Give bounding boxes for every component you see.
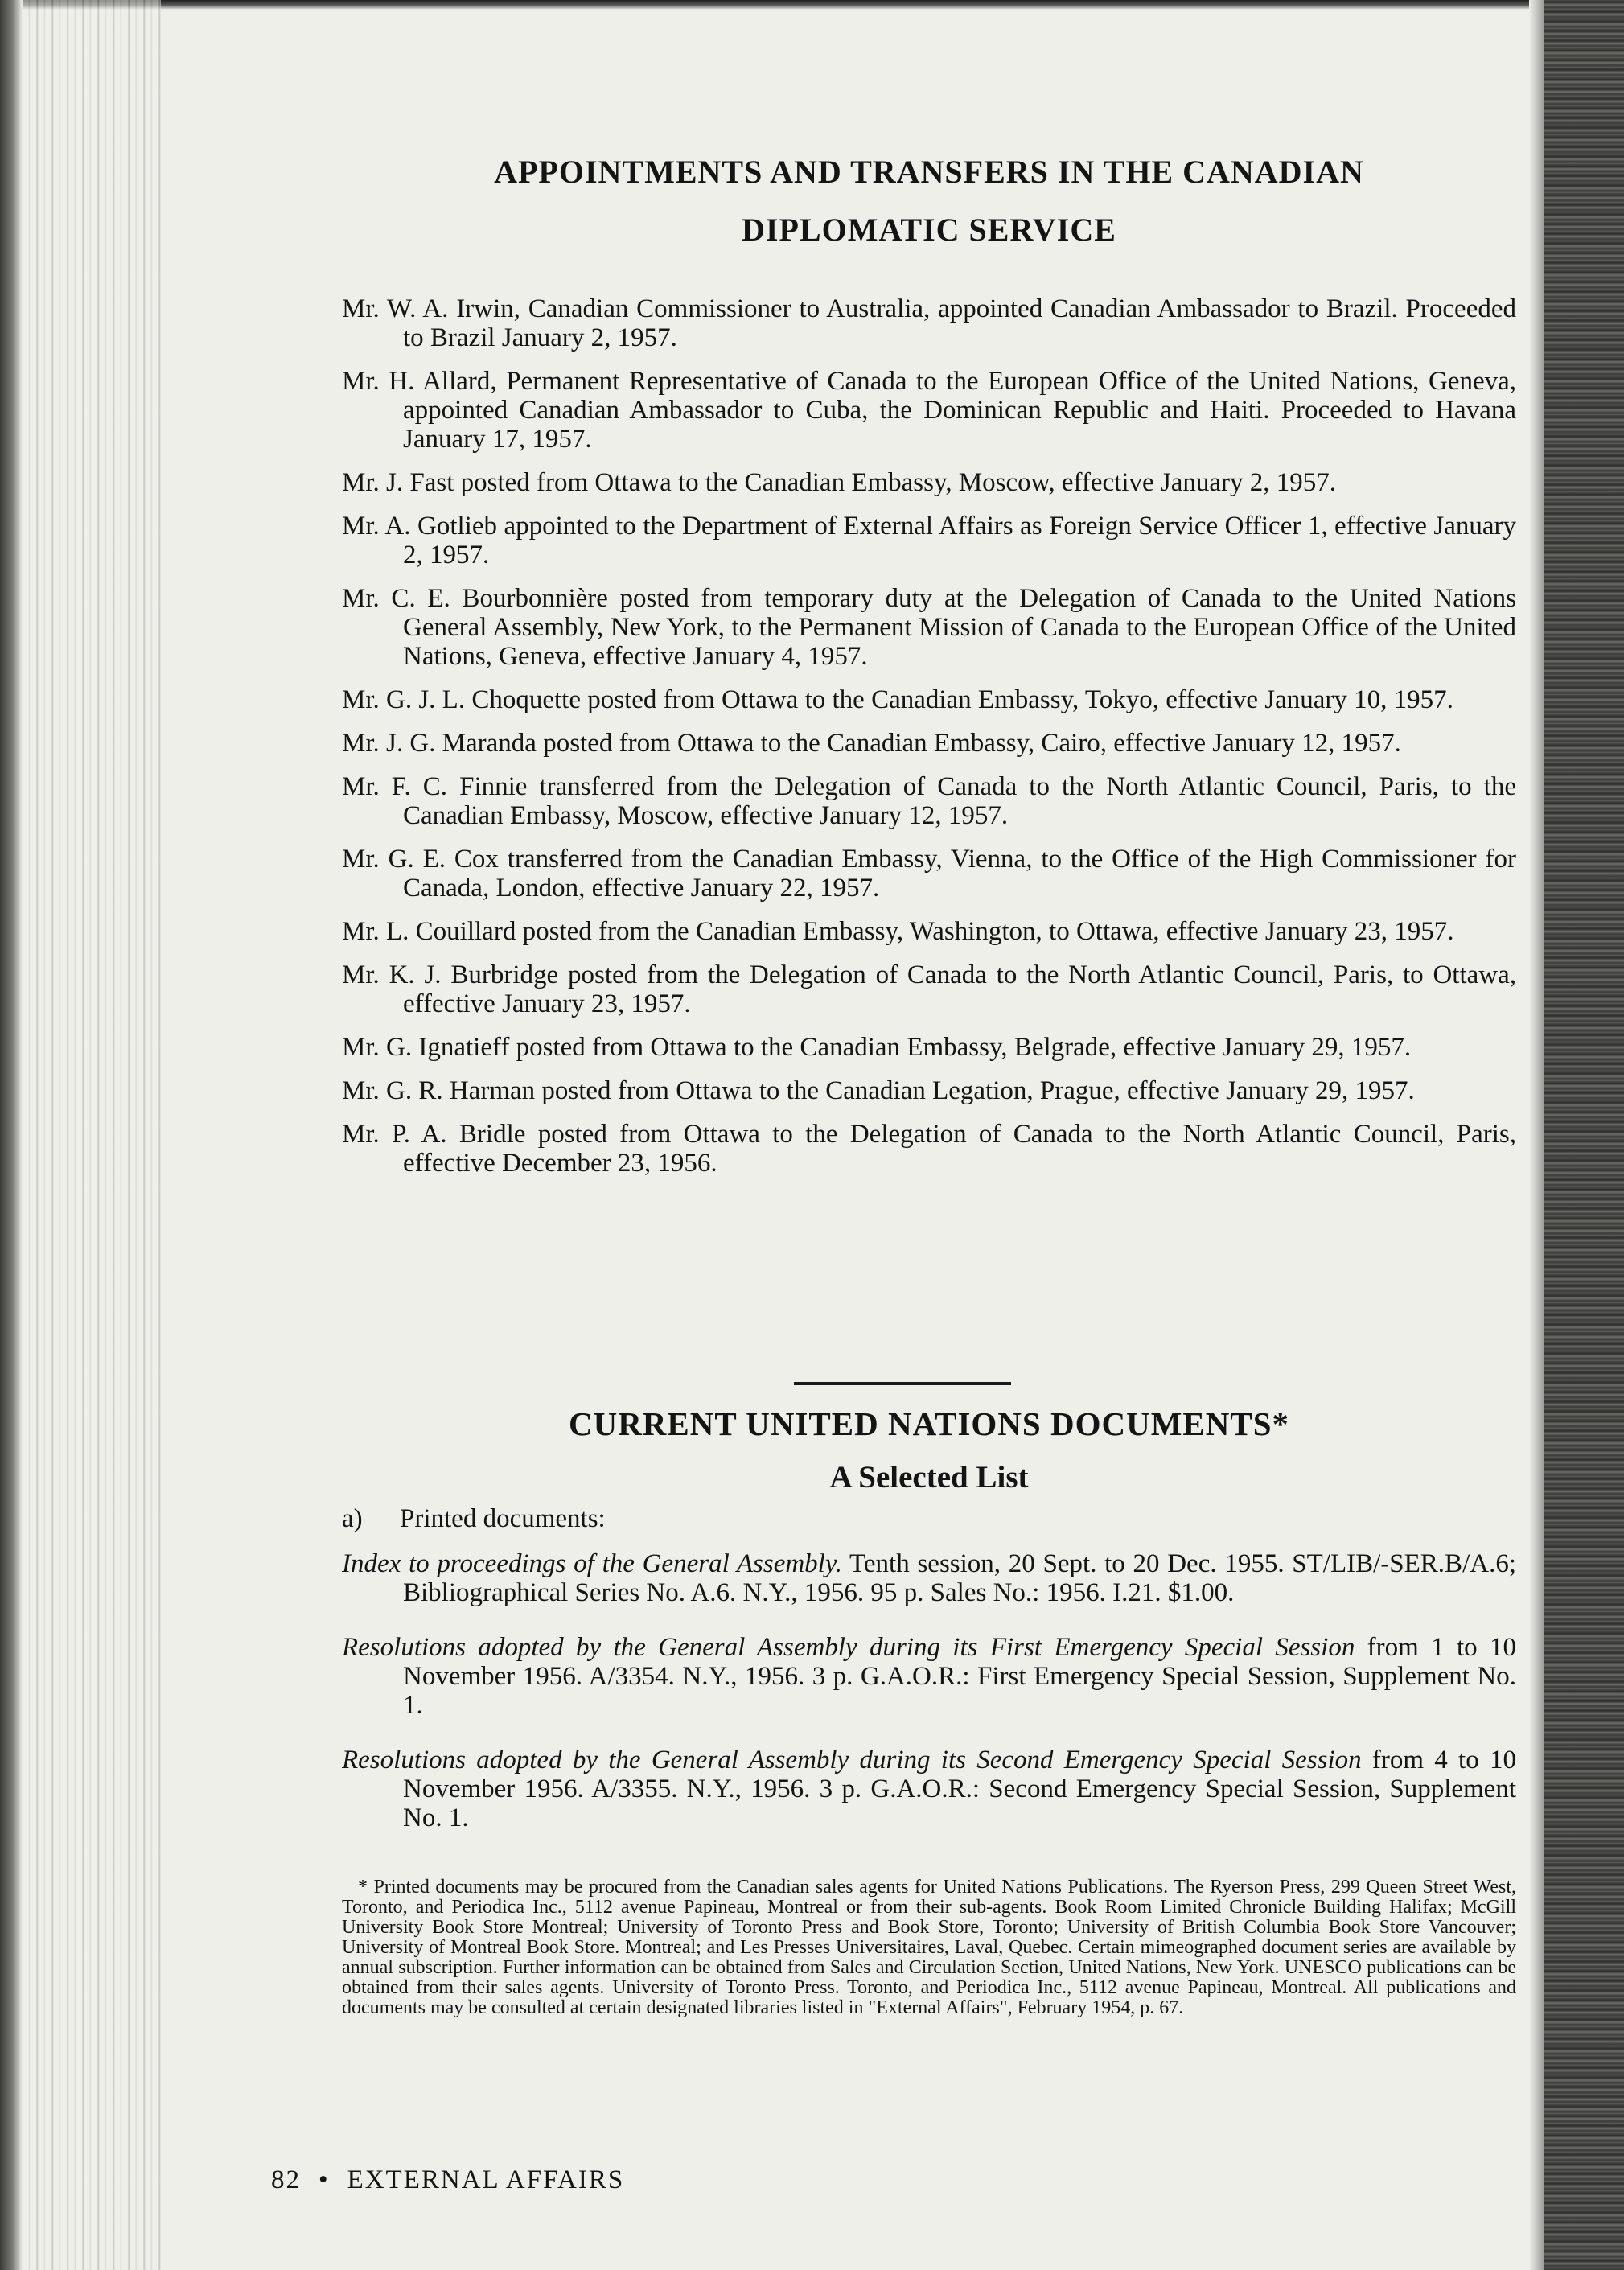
document-entry <box>342 1549 1516 1607</box>
list-item: Mr. J. Fast posted from Ottawa to the Canadian Embassy, Moscow, effective January 2, 1957. <box>342 468 1337 497</box>
subsection-heading <box>342 1504 606 1534</box>
list-item: Mr. G. R. Harman posted from Ottawa to the Canadian Legation, Prague, effective January 29, 1957. <box>342 1076 1415 1105</box>
section-title-line2: DIPLOMATIC SERVICE <box>742 212 1116 248</box>
appointments-list <box>342 294 1516 1192</box>
document-details: Tenth session, 20 Sept. to 20 Dec. 1955. ST/LIB/-SER.B/A.6; Bibliographical Series No. A.6. N.Y., 1956. 95 p. Sales No.: 1956. I.21. $1.00. <box>403 1549 1516 1607</box>
list-item: Mr. F. C. Finnie transferred from the Delegation of Canada to the North Atlantic Council, Paris, to the Canadian Embassy, Moscow, effective January 12, 1957. <box>342 772 1516 830</box>
list-item: Mr. K. J. Burbridge posted from the Delegation of Canada to the North Atlantic Council, Paris, to Ottawa, effective January 23, 1957. <box>342 960 1516 1018</box>
scan-binding-edge <box>0 0 161 2270</box>
list-item: Mr. J. G. Maranda posted from Ottawa to the Canadian Embassy, Cairo, effective January 12, 1957. <box>342 729 1401 758</box>
list-item: Mr. G. E. Cox transferred from the Canadian Embassy, Vienna, to the Office of the High Commissioner for Canada, London, effective January 22, 1957. <box>342 845 1516 903</box>
list-item: Mr. G. J. L. Choquette posted from Ottawa to the Canadian Embassy, Tokyo, effective January 10, 1957. <box>342 685 1453 714</box>
document-entry <box>342 1633 1516 1720</box>
scan-right-shadow <box>1529 0 1544 2270</box>
subsection-label: a) <box>342 1504 363 1533</box>
documents-list <box>342 1549 1516 1858</box>
document-page <box>271 0 1516 2270</box>
list-item: Mr. A. Gotlieb appointed to the Department of External Affairs as Foreign Service Officer 1, effective January 2, 1957. <box>342 512 1516 570</box>
document-title: Resolutions adopted by the General Assembly during its First Emergency Special Session <box>342 1633 1355 1662</box>
footnote: * Printed documents may be procured from the Canadian sales agents for United Nations Publications. The Ryerson Press, 299 Queen Street West, Toronto, and Periodica Inc., 5112 avenue Papineau, Montreal or from their sub-agents. Book Room Limited Chronicle Building Halifax; McGill University Book Store Montreal; University of Toronto Press and Book Store, Toronto; University of British Columbia Book Store Vancouver; University of Montreal Book Store. Montreal; and Les Presses Universitaires, Laval, Quebec. Certain mimeographed document series are available by annual subscription. Further information can be obtained from Sales and Circulation Section, United Nations, New York. UNESCO publications can be obtained from their sales agents. University of Toronto Press. Toronto, and Periodica Inc., 5112 avenue Papineau, Montreal. All publications and documents may be consulted at certain designated libraries listed in "External Affairs", February 1954, p. 67. <box>342 1877 1516 2018</box>
publication-name: EXTERNAL AFFAIRS <box>347 2165 625 2194</box>
list-item: Mr. H. Allard, Permanent Representative of Canada to the European Office of the United Nations, Geneva, appointed Canadian Ambassador to Cuba, the Dominican Republic and Haiti. Proceeded to Havana January 17, 1957. <box>342 367 1516 454</box>
document-details: from 1 to 10 November 1956. A/3354. N.Y., 1956. 3 p. G.A.O.R.: First Emergency Special Session, Supplement No. 1. <box>403 1633 1516 1720</box>
list-item: Mr. P. A. Bridle posted from Ottawa to the Delegation of Canada to the North Atlantic Council, Paris, effective December 23, 1956. <box>342 1120 1516 1178</box>
document-title: Resolutions adopted by the General Assembly during its Second Emergency Special Session <box>342 1746 1362 1774</box>
section-divider <box>794 1382 1011 1385</box>
document-entry <box>342 1746 1516 1832</box>
scan-binding-shadow <box>0 0 23 2270</box>
document-details: from 4 to 10 November 1956. A/3355. N.Y., 1956. 3 p. G.A.O.R.: Second Emergency Special Session, Supplement No. 1. <box>403 1746 1516 1832</box>
page-number: 82 <box>271 2165 301 2194</box>
document-title: Index to proceedings of the General Assembly. <box>342 1549 842 1578</box>
subsection-title: Printed documents: <box>400 1504 606 1533</box>
footer-separator: • <box>319 2165 330 2194</box>
list-item: Mr. W. A. Irwin, Canadian Commissioner to Australia, appointed Canadian Ambassador to Brazil. Proceeded to Brazil January 2, 1957. <box>342 294 1516 352</box>
scan-right-edge <box>1544 0 1624 2270</box>
un-documents-subtitle: A Selected List <box>829 1460 1029 1495</box>
page-footer <box>271 2165 624 2195</box>
section-title-line1: APPOINTMENTS AND TRANSFERS IN THE CANADIAN <box>494 154 1364 190</box>
un-documents-title: CURRENT UNITED NATIONS DOCUMENTS* <box>568 1405 1290 1442</box>
list-item: Mr. C. E. Bourbonnière posted from temporary duty at the Delegation of Canada to the United Nations General Assembly, New York, to the Permanent Mission of Canada to the European Office of the United Nations, Geneva, effective January 4, 1957. <box>342 584 1516 671</box>
list-item: Mr. L. Couillard posted from the Canadian Embassy, Washington, to Ottawa, effective January 23, 1957. <box>342 917 1454 946</box>
list-item: Mr. G. Ignatieff posted from Ottawa to the Canadian Embassy, Belgrade, effective January 29, 1957. <box>342 1033 1412 1062</box>
